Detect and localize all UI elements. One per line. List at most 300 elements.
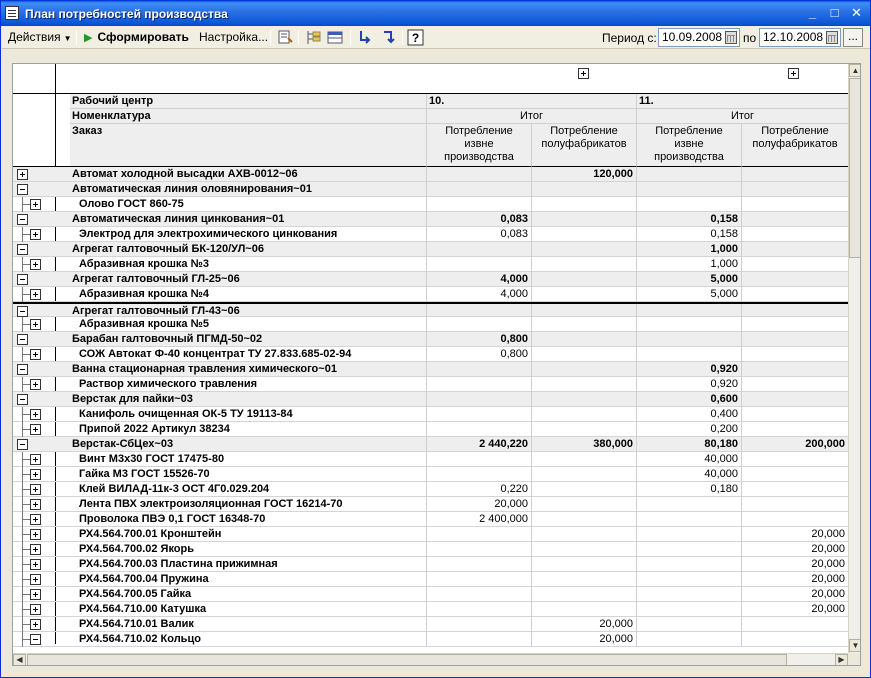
scroll-left-icon[interactable]: ◀	[13, 654, 26, 666]
tree-cell	[13, 587, 70, 602]
semi-consumption-value	[742, 482, 848, 497]
collapse-icon[interactable]	[30, 634, 41, 645]
row-name: Олово ГОСТ 860-75	[70, 197, 427, 212]
ext-consumption-value: 0,180	[637, 482, 742, 497]
semi-consumption-value	[532, 272, 637, 287]
expand-icon[interactable]	[30, 319, 41, 330]
workcenter-header: Рабочий центр	[70, 94, 427, 109]
semi-consumption-value	[742, 512, 848, 527]
expand-icon[interactable]	[30, 289, 41, 300]
tree-cell	[13, 212, 70, 227]
tree-icon[interactable]	[304, 29, 322, 46]
svg-text:?: ?	[411, 31, 420, 45]
tree-line	[22, 294, 30, 295]
table-row[interactable]	[13, 542, 848, 557]
expand-icon[interactable]	[30, 619, 41, 630]
ext-consumption-value: 40,000	[637, 452, 742, 467]
semi-consumption-value	[532, 347, 637, 362]
maximize-button[interactable]: □	[830, 5, 839, 20]
tree-cell	[13, 497, 70, 512]
table-row[interactable]	[13, 287, 848, 302]
semi-consumption-value	[532, 407, 637, 422]
expand-icon[interactable]	[30, 379, 41, 390]
tree-line	[22, 474, 30, 475]
semi-consumption-value	[742, 407, 848, 422]
tree-line	[22, 519, 30, 520]
ext-consumption-value: 4,000	[427, 272, 532, 287]
row-name: Электрод для электрохимического цинкования	[70, 227, 427, 242]
semi-consumption-value	[532, 527, 637, 542]
row-name: Припой 2022 Артикул 38234	[70, 422, 427, 437]
collapse-icon[interactable]	[356, 29, 374, 46]
collapse-icon[interactable]	[17, 306, 28, 317]
semi-consumption-value	[742, 632, 848, 647]
ext-consumption-value	[637, 497, 742, 512]
toolbar	[2, 26, 870, 49]
semi-consumption-value	[742, 362, 848, 377]
tree-cell	[13, 242, 70, 257]
semi-consumption-value	[742, 272, 848, 287]
ext-consumption-value	[427, 452, 532, 467]
ext-consumption-value: 0,800	[427, 347, 532, 362]
expand-icon[interactable]	[30, 424, 41, 435]
scroll-corner	[848, 653, 861, 666]
row-name: Канифоль очищенная ОК-5 ТУ 19113-84	[70, 407, 427, 422]
expand-icon[interactable]	[30, 604, 41, 615]
settings-button[interactable]: Настройка...	[199, 30, 269, 44]
period-select-button[interactable]: ...	[843, 28, 863, 47]
row-name: Гайка М3 ГОСТ 15526-70	[70, 467, 427, 482]
row-name: Проволока ПВЭ 0,1 ГОСТ 16348-70	[70, 512, 427, 527]
calendar-icon[interactable]	[826, 31, 838, 44]
expand-icon[interactable]	[30, 229, 41, 240]
semi-consumption-value	[532, 542, 637, 557]
expand-icon[interactable]	[30, 574, 41, 585]
tree-cell	[13, 167, 70, 182]
ext-consumption-value: 80,180	[637, 437, 742, 452]
table-row[interactable]	[13, 167, 848, 182]
table-row[interactable]	[13, 602, 848, 617]
tree-cell	[13, 557, 70, 572]
tree-line	[22, 354, 30, 355]
table-row[interactable]	[13, 347, 848, 362]
ext-consumption-value	[637, 617, 742, 632]
semi-consumption-value	[742, 332, 848, 347]
ext-consumption-value: 1,000	[637, 242, 742, 257]
semi-consumption-value: 20,000	[811, 573, 845, 585]
tree-cell	[13, 332, 70, 347]
collapse-icon[interactable]	[17, 364, 28, 375]
generate-button[interactable]	[84, 29, 189, 46]
ext-consumption-value: 0,083	[427, 227, 532, 242]
semi-consumption-value: 380,000	[532, 437, 637, 452]
table-row[interactable]	[13, 407, 848, 422]
semi-consumption-value	[742, 392, 848, 407]
calendar-icon[interactable]	[725, 31, 737, 44]
expand-icon[interactable]	[30, 484, 41, 495]
collapse-icon[interactable]	[17, 244, 28, 255]
expand-icon[interactable]	[30, 514, 41, 525]
expand-icon[interactable]	[380, 29, 398, 46]
row-name: РХ4.564.700.04 Пружина	[70, 572, 427, 587]
semi-consumption-value: 20,000	[811, 588, 845, 600]
title-bar[interactable]	[1, 1, 870, 26]
semi-consumption-value	[742, 242, 848, 257]
semi-consumption-value	[532, 422, 637, 437]
tree-line	[22, 504, 30, 505]
row-name: Абразивная крошка №4	[70, 287, 427, 302]
help-icon[interactable]	[407, 29, 425, 46]
ext-consumption-value	[427, 257, 532, 272]
row-name: Абразивная крошка №3	[70, 257, 427, 272]
table-row[interactable]	[13, 332, 848, 347]
tree-line	[22, 414, 30, 415]
ext-consumption-value	[637, 182, 742, 197]
period-from-label: Период с:	[602, 31, 657, 45]
table-row[interactable]	[13, 437, 848, 452]
ext-consumption-value	[427, 242, 532, 257]
tree-cell	[13, 197, 70, 212]
table-row[interactable]	[13, 557, 848, 572]
tree-line	[22, 564, 30, 565]
table-row[interactable]	[13, 212, 848, 227]
ext-consumption-value	[427, 392, 532, 407]
expand-icon[interactable]	[30, 529, 41, 540]
ext-consumption-value	[427, 572, 532, 587]
toolbar-separator	[350, 30, 351, 45]
actions-menu[interactable]	[8, 29, 72, 46]
period-from-input[interactable]	[658, 28, 740, 47]
ext-consumption-value	[427, 182, 532, 197]
row-name: Верстак для пайки~03	[70, 392, 427, 407]
horizontal-scrollbar[interactable]	[13, 653, 848, 666]
collapse-icon[interactable]	[17, 184, 28, 195]
tree-cell	[13, 527, 70, 542]
document-icon	[5, 6, 19, 20]
expand-group-icon[interactable]	[578, 68, 589, 79]
expand-icon[interactable]	[17, 169, 28, 180]
row-name: РХ4.564.710.02 Кольцо	[70, 632, 427, 647]
semi-consumption-value	[532, 362, 637, 377]
ext-consumption-value	[637, 557, 742, 572]
semi-consumption-value: 120,000	[532, 167, 637, 182]
table-row[interactable]	[13, 272, 848, 287]
ext-consumption-value: 2 440,220	[427, 437, 532, 452]
collapse-icon[interactable]	[17, 214, 28, 225]
minimize-button[interactable]: _	[808, 5, 817, 20]
ext-consumption-value: 4,000	[427, 287, 532, 302]
period-to-label: по	[743, 31, 757, 45]
horizontal-scroll-thumb[interactable]	[27, 654, 787, 666]
semi-consumption-header: Потребление полуфабрикатов	[532, 124, 637, 167]
row-name: РХ4.564.700.02 Якорь	[70, 542, 427, 557]
nomenclature-header: Номенклатура	[70, 109, 427, 124]
workcenter-11-header: 11.	[637, 94, 848, 109]
toolbar-separator	[402, 30, 403, 45]
semi-consumption-value	[742, 197, 848, 212]
report-grid	[12, 63, 861, 666]
expand-icon[interactable]	[30, 544, 41, 555]
period-to-input[interactable]	[759, 28, 841, 47]
table-row[interactable]	[13, 317, 848, 332]
close-button[interactable]: ✕	[851, 5, 862, 20]
semi-consumption-value	[532, 512, 637, 527]
semi-consumption-value: 20,000	[532, 617, 637, 632]
semi-consumption-value	[532, 317, 637, 332]
semi-consumption-value	[532, 602, 637, 617]
vertical-scrollbar[interactable]	[848, 64, 861, 653]
tree-cell	[13, 317, 70, 332]
grouping-header	[13, 64, 848, 94]
table-row[interactable]	[13, 512, 848, 527]
semi-consumption-value	[532, 377, 637, 392]
row-name: Автоматическая линия оловянирования~01	[70, 182, 427, 197]
semi-consumption-value	[532, 482, 637, 497]
ext-consumption-value: 0,158	[637, 227, 742, 242]
semi-consumption-value	[532, 242, 637, 257]
table-row[interactable]	[13, 527, 848, 542]
semi-consumption-value	[742, 167, 848, 182]
ext-consumption-value	[637, 572, 742, 587]
row-name: Автоматическая линия цинкования~01	[70, 212, 427, 227]
tree-cell	[13, 452, 70, 467]
ext-consumption-value: 5,000	[637, 287, 742, 302]
expand-group-icon[interactable]	[788, 68, 799, 79]
tree-cell	[13, 182, 70, 197]
expand-icon[interactable]	[30, 559, 41, 570]
tree-line	[22, 549, 30, 550]
semi-consumption-value	[532, 452, 637, 467]
row-name: РХ4.564.700.05 Гайка	[70, 587, 427, 602]
table-row[interactable]	[13, 617, 848, 632]
ext-consumption-value: 0,400	[637, 407, 742, 422]
semi-consumption-value	[742, 452, 848, 467]
semi-consumption-value	[532, 257, 637, 272]
semi-consumption-value	[742, 347, 848, 362]
semi-consumption-value: 20,000	[811, 543, 845, 555]
table-row[interactable]	[13, 197, 848, 212]
ext-consumption-value	[637, 602, 742, 617]
ext-consumption-value	[637, 527, 742, 542]
semi-consumption-value: 20,000	[532, 632, 637, 647]
collapse-icon[interactable]	[17, 334, 28, 345]
row-name: Агрегат галтовочный ГЛ-25~06	[70, 272, 427, 287]
semi-consumption-header: Потребление полуфабрикатов	[742, 124, 848, 167]
tree-line	[22, 234, 30, 235]
tree-line	[22, 534, 30, 535]
semi-consumption-value	[532, 557, 637, 572]
expand-icon[interactable]	[30, 199, 41, 210]
ext-consumption-value	[637, 197, 742, 212]
table-row[interactable]	[13, 467, 848, 482]
ext-consumption-value: 0,920	[637, 362, 742, 377]
tree-line	[22, 639, 30, 640]
ext-consumption-value	[637, 512, 742, 527]
table-row[interactable]	[13, 182, 848, 197]
expand-icon[interactable]	[30, 589, 41, 600]
table-row[interactable]	[13, 257, 848, 272]
ext-consumption-value: 0,220	[427, 482, 532, 497]
ext-consumption-value	[427, 362, 532, 377]
ext-consumption-value	[427, 557, 532, 572]
semi-consumption-value	[532, 572, 637, 587]
table-row[interactable]	[13, 422, 848, 437]
tree-cell	[13, 422, 70, 437]
ext-consumption-value	[427, 167, 532, 182]
ext-consumption-value: 0,083	[427, 212, 532, 227]
tree-line	[22, 384, 30, 385]
semi-consumption-value	[532, 497, 637, 512]
tree-cell	[13, 407, 70, 422]
ext-consumption-value	[427, 527, 532, 542]
expand-icon[interactable]	[30, 499, 41, 510]
row-name: РХ4.564.700.01 Кронштейн	[70, 527, 427, 542]
scroll-right-icon[interactable]: ▶	[835, 654, 848, 666]
table-row[interactable]	[13, 392, 848, 407]
semi-consumption-value	[532, 287, 637, 302]
tree-line	[22, 324, 30, 325]
expand-icon[interactable]	[30, 454, 41, 465]
row-name: РХ4.564.700.03 Пластина прижимная	[70, 557, 427, 572]
collapse-icon[interactable]	[17, 439, 28, 450]
semi-consumption-value	[532, 332, 637, 347]
dropdown-arrow-icon: ▼	[63, 34, 72, 43]
row-name: Автомат холодной высадки АХВ-0012~06	[70, 167, 427, 182]
row-name: Раствор химического травления	[70, 377, 427, 392]
toolbar-separator	[298, 30, 299, 45]
semi-consumption-value: 20,000	[811, 528, 845, 540]
row-name: Верстак-СбЦех~03	[70, 437, 427, 452]
row-name: СОЖ Автокат Ф-40 концентрат ТУ 27.833.685-02-94	[70, 347, 427, 362]
table-row[interactable]	[13, 377, 848, 392]
semi-consumption-value	[742, 212, 848, 227]
semi-consumption-value	[532, 197, 637, 212]
semi-consumption-value	[742, 317, 848, 332]
tree-line	[22, 579, 30, 580]
semi-consumption-value	[742, 257, 848, 272]
generate-label: Сформировать	[97, 30, 189, 44]
ext-consumption-value: 0,158	[637, 212, 742, 227]
row-name: Клей ВИЛАД-11к-3 ОСТ 4Г0.029.204	[70, 482, 427, 497]
table-row[interactable]	[13, 482, 848, 497]
expand-icon[interactable]	[30, 259, 41, 270]
table-row[interactable]	[13, 587, 848, 602]
table-row[interactable]	[13, 362, 848, 377]
tree-cell	[13, 287, 70, 302]
ext-consumption-value	[427, 407, 532, 422]
ext-consumption-value	[427, 602, 532, 617]
play-icon: ▶	[84, 32, 93, 44]
tree-cell	[13, 617, 70, 632]
semi-consumption-value: 20,000	[811, 558, 845, 570]
ext-consumption-value	[427, 467, 532, 482]
expand-icon[interactable]	[30, 469, 41, 480]
semi-consumption-value: 20,000	[811, 603, 845, 615]
semi-consumption-value: 200,000	[805, 438, 845, 450]
tree-line	[22, 624, 30, 625]
tree-cell	[13, 272, 70, 287]
ext-consumption-value	[427, 617, 532, 632]
table-row[interactable]	[13, 302, 848, 317]
toolbar-separator	[76, 30, 77, 45]
scroll-down-icon[interactable]: ▼	[849, 639, 861, 652]
table-row[interactable]	[13, 632, 848, 647]
tree-line	[22, 459, 30, 460]
period-to-value: 12.10.2008	[763, 30, 824, 44]
ext-consumption-value	[427, 632, 532, 647]
table-row[interactable]	[13, 572, 848, 587]
ext-consumption-value	[427, 377, 532, 392]
ext-consumption-value	[427, 587, 532, 602]
vertical-scroll-thumb[interactable]	[849, 78, 861, 258]
actions-label: Действия	[8, 30, 61, 44]
ext-consumption-value: 1,000	[637, 257, 742, 272]
ext-consumption-value: 2 400,000	[427, 512, 532, 527]
ext-consumption-value	[637, 632, 742, 647]
semi-consumption-value	[742, 467, 848, 482]
semi-consumption-value	[742, 227, 848, 242]
ext-consumption-value	[637, 167, 742, 182]
table-row[interactable]	[13, 452, 848, 467]
tree-cell	[13, 632, 70, 647]
tree-cell	[13, 257, 70, 272]
tree-cell	[13, 542, 70, 557]
ext-consumption-value	[637, 347, 742, 362]
total-header: Итог	[637, 109, 848, 124]
tree-cell	[13, 227, 70, 242]
tree-cell	[13, 512, 70, 527]
ext-consumption-value: 0,200	[637, 422, 742, 437]
ext-consumption-value	[637, 317, 742, 332]
semi-consumption-value	[742, 287, 848, 302]
collapse-icon[interactable]	[17, 394, 28, 405]
scroll-up-icon[interactable]: ▲	[849, 64, 861, 77]
row-name: Ванна стационарная травления химического~01	[70, 362, 427, 377]
row-name: Агрегат галтовочный ГЛ-43~06	[70, 304, 427, 319]
semi-consumption-value	[742, 377, 848, 392]
tree-cell	[13, 392, 70, 407]
tree-cell	[13, 377, 70, 392]
expand-icon[interactable]	[30, 349, 41, 360]
table-view-icon[interactable]	[326, 29, 344, 46]
ext-consumption-value	[427, 422, 532, 437]
ext-consumption-value	[637, 332, 742, 347]
row-name: Винт М3х30 ГОСТ 17475-80	[70, 452, 427, 467]
tree-cell	[13, 362, 70, 377]
row-name: Абразивная крошка №5	[70, 317, 427, 332]
table-row[interactable]	[13, 497, 848, 512]
preview-icon[interactable]	[276, 29, 294, 46]
semi-consumption-value	[742, 497, 848, 512]
row-name: Агрегат галтовочный БК-120/УЛ~06	[70, 242, 427, 257]
expand-icon[interactable]	[30, 409, 41, 420]
semi-consumption-value	[742, 422, 848, 437]
semi-consumption-value	[532, 182, 637, 197]
tree-cell	[13, 437, 70, 452]
tree-line	[22, 489, 30, 490]
table-row[interactable]	[13, 242, 848, 257]
tree-cell	[13, 572, 70, 587]
semi-consumption-value	[532, 227, 637, 242]
collapse-icon[interactable]	[17, 274, 28, 285]
tree-line	[22, 594, 30, 595]
period-from-value: 10.09.2008	[662, 30, 723, 44]
semi-consumption-value	[532, 587, 637, 602]
row-name: РХ4.564.710.00 Катушка	[70, 602, 427, 617]
ext-consumption-header: Потребление извне производства	[637, 124, 742, 167]
ext-consumption-value	[427, 197, 532, 212]
table-row[interactable]	[13, 227, 848, 242]
